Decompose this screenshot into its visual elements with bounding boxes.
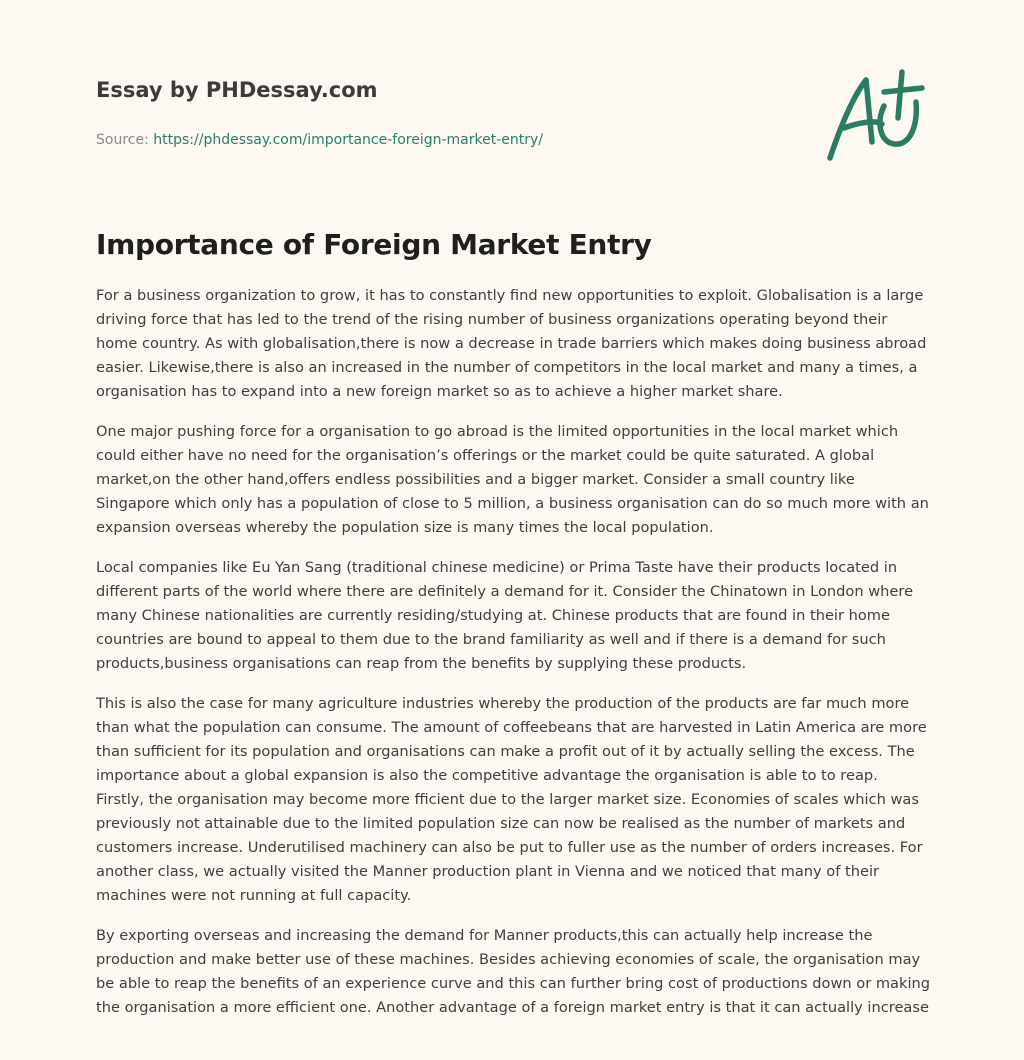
essay-title: Importance of Foreign Market Entry <box>96 228 652 261</box>
essay-header <box>96 76 796 150</box>
essay-paragraph: Local companies like Eu Yan Sang (traditional chinese medicine) or Prima Taste have their products located in different parts of the world where there are definitely a demand for it. Consider the Chinatown in London where many Chinese nationalities are currently residing/studying at. Chinese products that are found in their home countries are bound to appeal to them due to the brand familiarity as well and if there is a demand for such products,business organisations can reap from the benefits by supplying these products. <box>96 559 914 672</box>
source-label: Source: <box>96 132 149 148</box>
essay-paragraph: By exporting overseas and increasing the demand for Manner products,this can actually help increase the production and make better use of these machines. Besides achieving economies of scale, the organisation may be able to reap the benefits of an experience curve and this can further bring cost of productions down or making the organisation a more efficient one. Another advantage of a foreign market entry is that it can actually increase <box>96 927 931 1016</box>
essay-paragraph: For a business organization to grow, it has to constantly find new opportunities to exploit. Globalisation is a large driving force that has led to the trend of the rising number of business organizations operating beyond their home country. As with globalisation,there is now a decrease in trade barriers which makes doing business abroad easier. Likewise,there is also an increased in the number of competitors in the local market and many a times, a organisation has to expand into a new foreign market so as to achieve a higher market share. <box>96 287 927 400</box>
source-line <box>96 130 796 150</box>
a-plus-grade-icon <box>822 66 928 166</box>
essay-paragraph: This is also the case for many agriculture industries whereby the production of the products are far much more than what the population can consume. The amount of coffeebeans that are harvested in Latin America are more than sufficient for its population and organisations can make a profit out of it by actually selling the excess. The importance about a global expansion is also the competitive advantage the organisation is able to to reap. Firstly, the organisation may become more fficient due to the larger market size. Economies of scales which was previously not attainable due to the limited population size can now be realised as the number of markets and customers increase. Underutilised machinery can also be put to fuller use as the number of orders increases. For another class, we actually visited the Manner production plant in Vienna and we noticed that many of their machines were not running at full capacity. <box>96 695 927 904</box>
essay-body <box>96 284 930 1036</box>
source-link[interactable]: https://phdessay.com/importance-foreign-market-entry/ <box>153 132 543 148</box>
essay-paragraph: One major pushing force for a organisation to go abroad is the limited opportunities in the local market which could either have no need for the organisation’s offerings or the market could be quite saturated. A global market,on the other hand,offers endless possibilities and a bigger market. Consider a small country like Singapore which only has a population of close to 5 million, a business organisation can do so much more with an expansion overseas whereby the population size is many times the local population. <box>96 423 929 536</box>
brand-title: Essay by PHDessay.com <box>96 78 378 102</box>
